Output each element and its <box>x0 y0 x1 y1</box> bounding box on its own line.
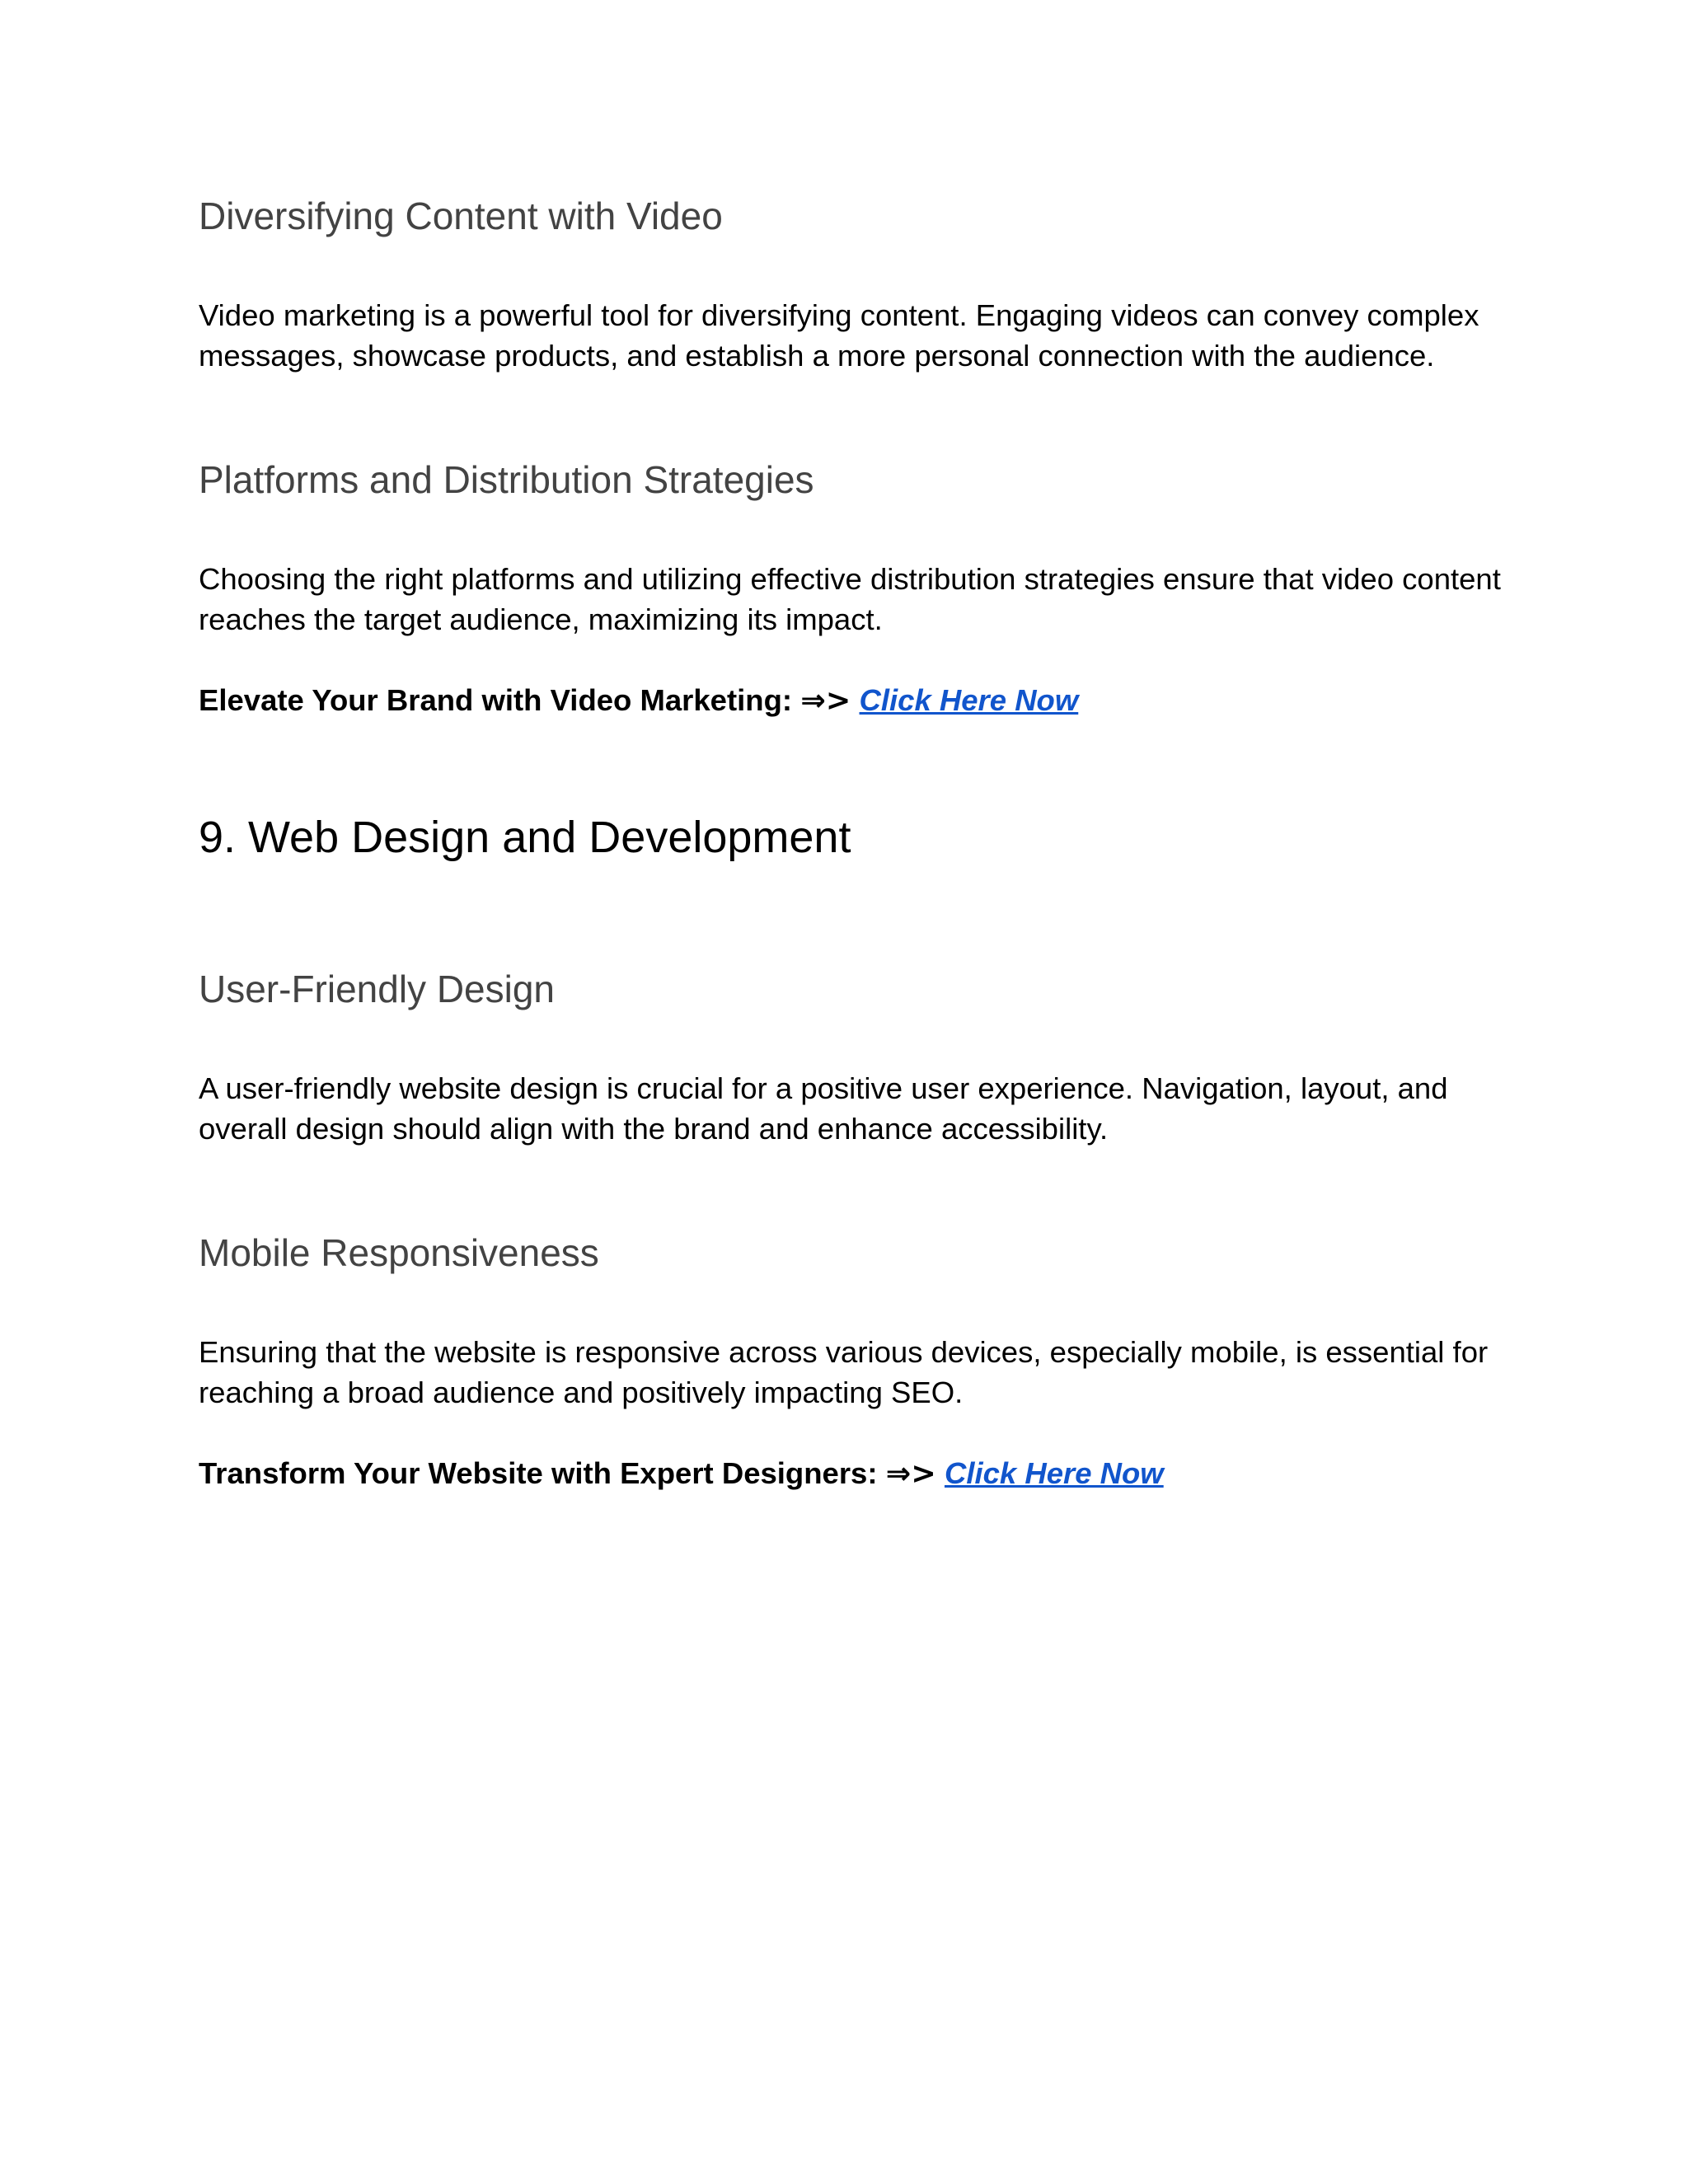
section-body-mobile: Ensuring that the website is responsive across various devices, especially mobile, is essential for reaching a broad audience and positively impacting SEO. <box>199 1335 1489 1409</box>
cta-link[interactable]: Click Here Now <box>859 683 1079 717</box>
cta-label: Elevate Your Brand with Video Marketing: <box>199 683 793 717</box>
section-body-platforms: Choosing the right platforms and utilizing effective distribution strategies ensure that video content reaches the target audience, maximizing its impact. <box>199 562 1501 636</box>
cta-label: Transform Your Website with Expert Designers: <box>199 1456 878 1490</box>
section-heading-user-friendly: User-Friendly Design <box>199 968 556 1010</box>
section-body-user-friendly: A user-friendly website design is crucial for a positive user experience. Navigation, layout, and overall design should align with the brand and enhance accessibility. <box>199 1071 1448 1146</box>
cta-link[interactable]: Click Here Now <box>944 1456 1164 1490</box>
chapter-title: 9. Web Design and Development <box>199 813 851 862</box>
cta-video-marketing <box>199 680 1078 720</box>
cta-web-design <box>199 1453 1164 1493</box>
section-body-video: Video marketing is a powerful tool for diversifying content. Engaging videos can convey complex messages, showcase products, and establish a more personal connection with the audience. <box>199 298 1479 373</box>
section-heading-platforms: Platforms and Distribution Strategies <box>199 458 814 501</box>
cta-arrow: ⇒> <box>800 682 851 718</box>
section-heading-mobile: Mobile Responsiveness <box>199 1231 599 1274</box>
cta-arrow: ⇒> <box>885 1455 936 1491</box>
section-heading-video: Diversifying Content with Video <box>199 194 723 237</box>
